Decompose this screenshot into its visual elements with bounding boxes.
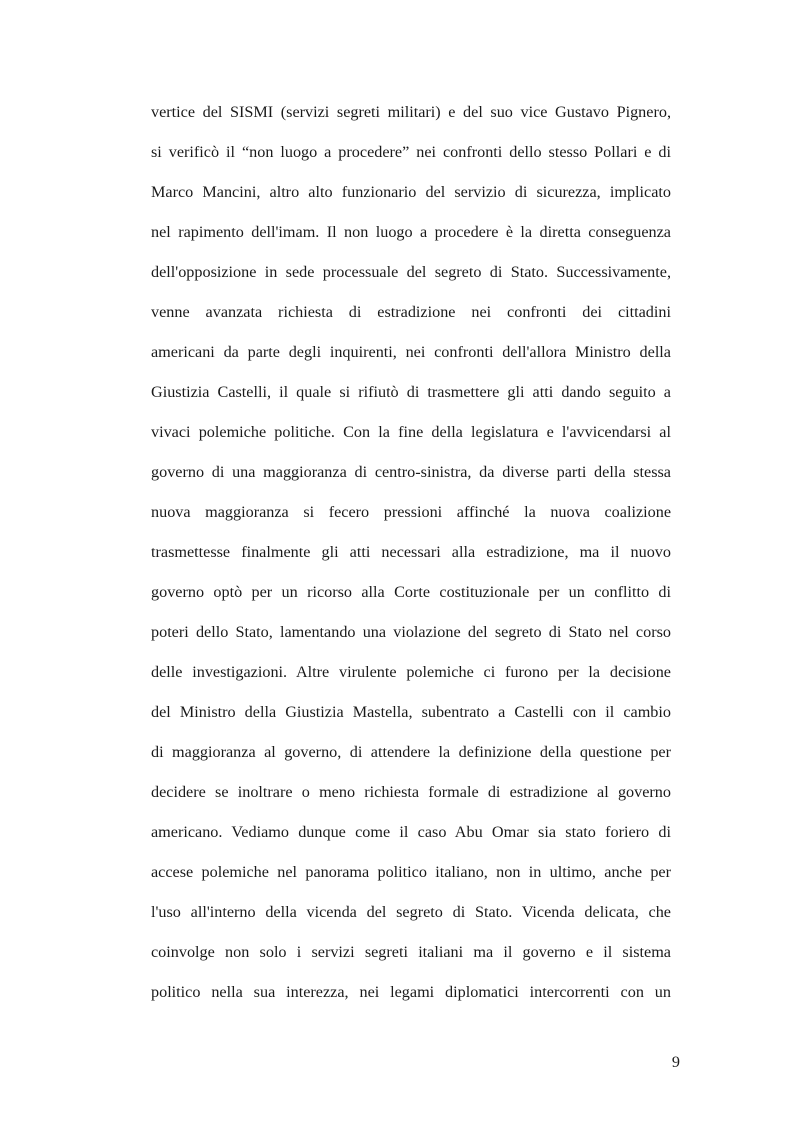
text-line: decidere se inoltrare o meno richiesta formale di estradizione al governo <box>151 783 671 801</box>
text-line: politico nella sua interezza, nei legami diplomatici intercorrenti con un <box>151 983 671 1001</box>
text-line: accese polemiche nel panorama politico italiano, non in ultimo, anche per <box>151 863 671 881</box>
text-line: nuova maggioranza si fecero pressioni affinché la nuova coalizione <box>151 503 671 521</box>
text-line: americani da parte degli inquirenti, nei confronti dell'allora Ministro della <box>151 343 671 361</box>
text-line: trasmettesse finalmente gli atti necessari alla estradizione, ma il nuovo <box>151 543 671 561</box>
text-line: delle investigazioni. Altre virulente polemiche ci furono per la decisione <box>151 663 671 681</box>
body-paragraph <box>151 92 671 1012</box>
text-line: Giustizia Castelli, il quale si rifiutò di trasmettere gli atti dando seguito a <box>151 383 671 401</box>
text-line: dell'opposizione in sede processuale del segreto di Stato. Successivamente, <box>151 263 671 281</box>
text-line: americano. Vediamo dunque come il caso Abu Omar sia stato foriero di <box>151 823 671 841</box>
text-line: governo di una maggioranza di centro-sinistra, da diverse parti della stessa <box>151 463 671 481</box>
page-number: 9 <box>671 1053 680 1071</box>
text-line: del Ministro della Giustizia Mastella, subentrato a Castelli con il cambio <box>151 703 671 721</box>
text-line: di maggioranza al governo, di attendere la definizione della questione per <box>151 743 671 761</box>
text-line: vertice del SISMI (servizi segreti militari) e del suo vice Gustavo Pignero, <box>151 103 671 121</box>
text-line: si verificò il “non luogo a procedere” nei confronti dello stesso Pollari e di <box>151 143 671 161</box>
text-line: governo optò per un ricorso alla Corte costituzionale per un conflitto di <box>151 583 671 601</box>
text-line: nel rapimento dell'imam. Il non luogo a procedere è la diretta conseguenza <box>151 223 671 241</box>
text-line: poteri dello Stato, lamentando una violazione del segreto di Stato nel corso <box>151 623 671 641</box>
text-line: vivaci polemiche politiche. Con la fine della legislatura e l'avvicendarsi al <box>151 423 671 441</box>
text-line: l'uso all'interno della vicenda del segreto di Stato. Vicenda delicata, che <box>151 903 671 921</box>
text-line: venne avanzata richiesta di estradizione nei confronti dei cittadini <box>151 303 671 321</box>
text-line: coinvolge non solo i servizi segreti italiani ma il governo e il sistema <box>151 943 671 961</box>
text-line: Marco Mancini, altro alto funzionario del servizio di sicurezza, implicato <box>151 183 671 201</box>
